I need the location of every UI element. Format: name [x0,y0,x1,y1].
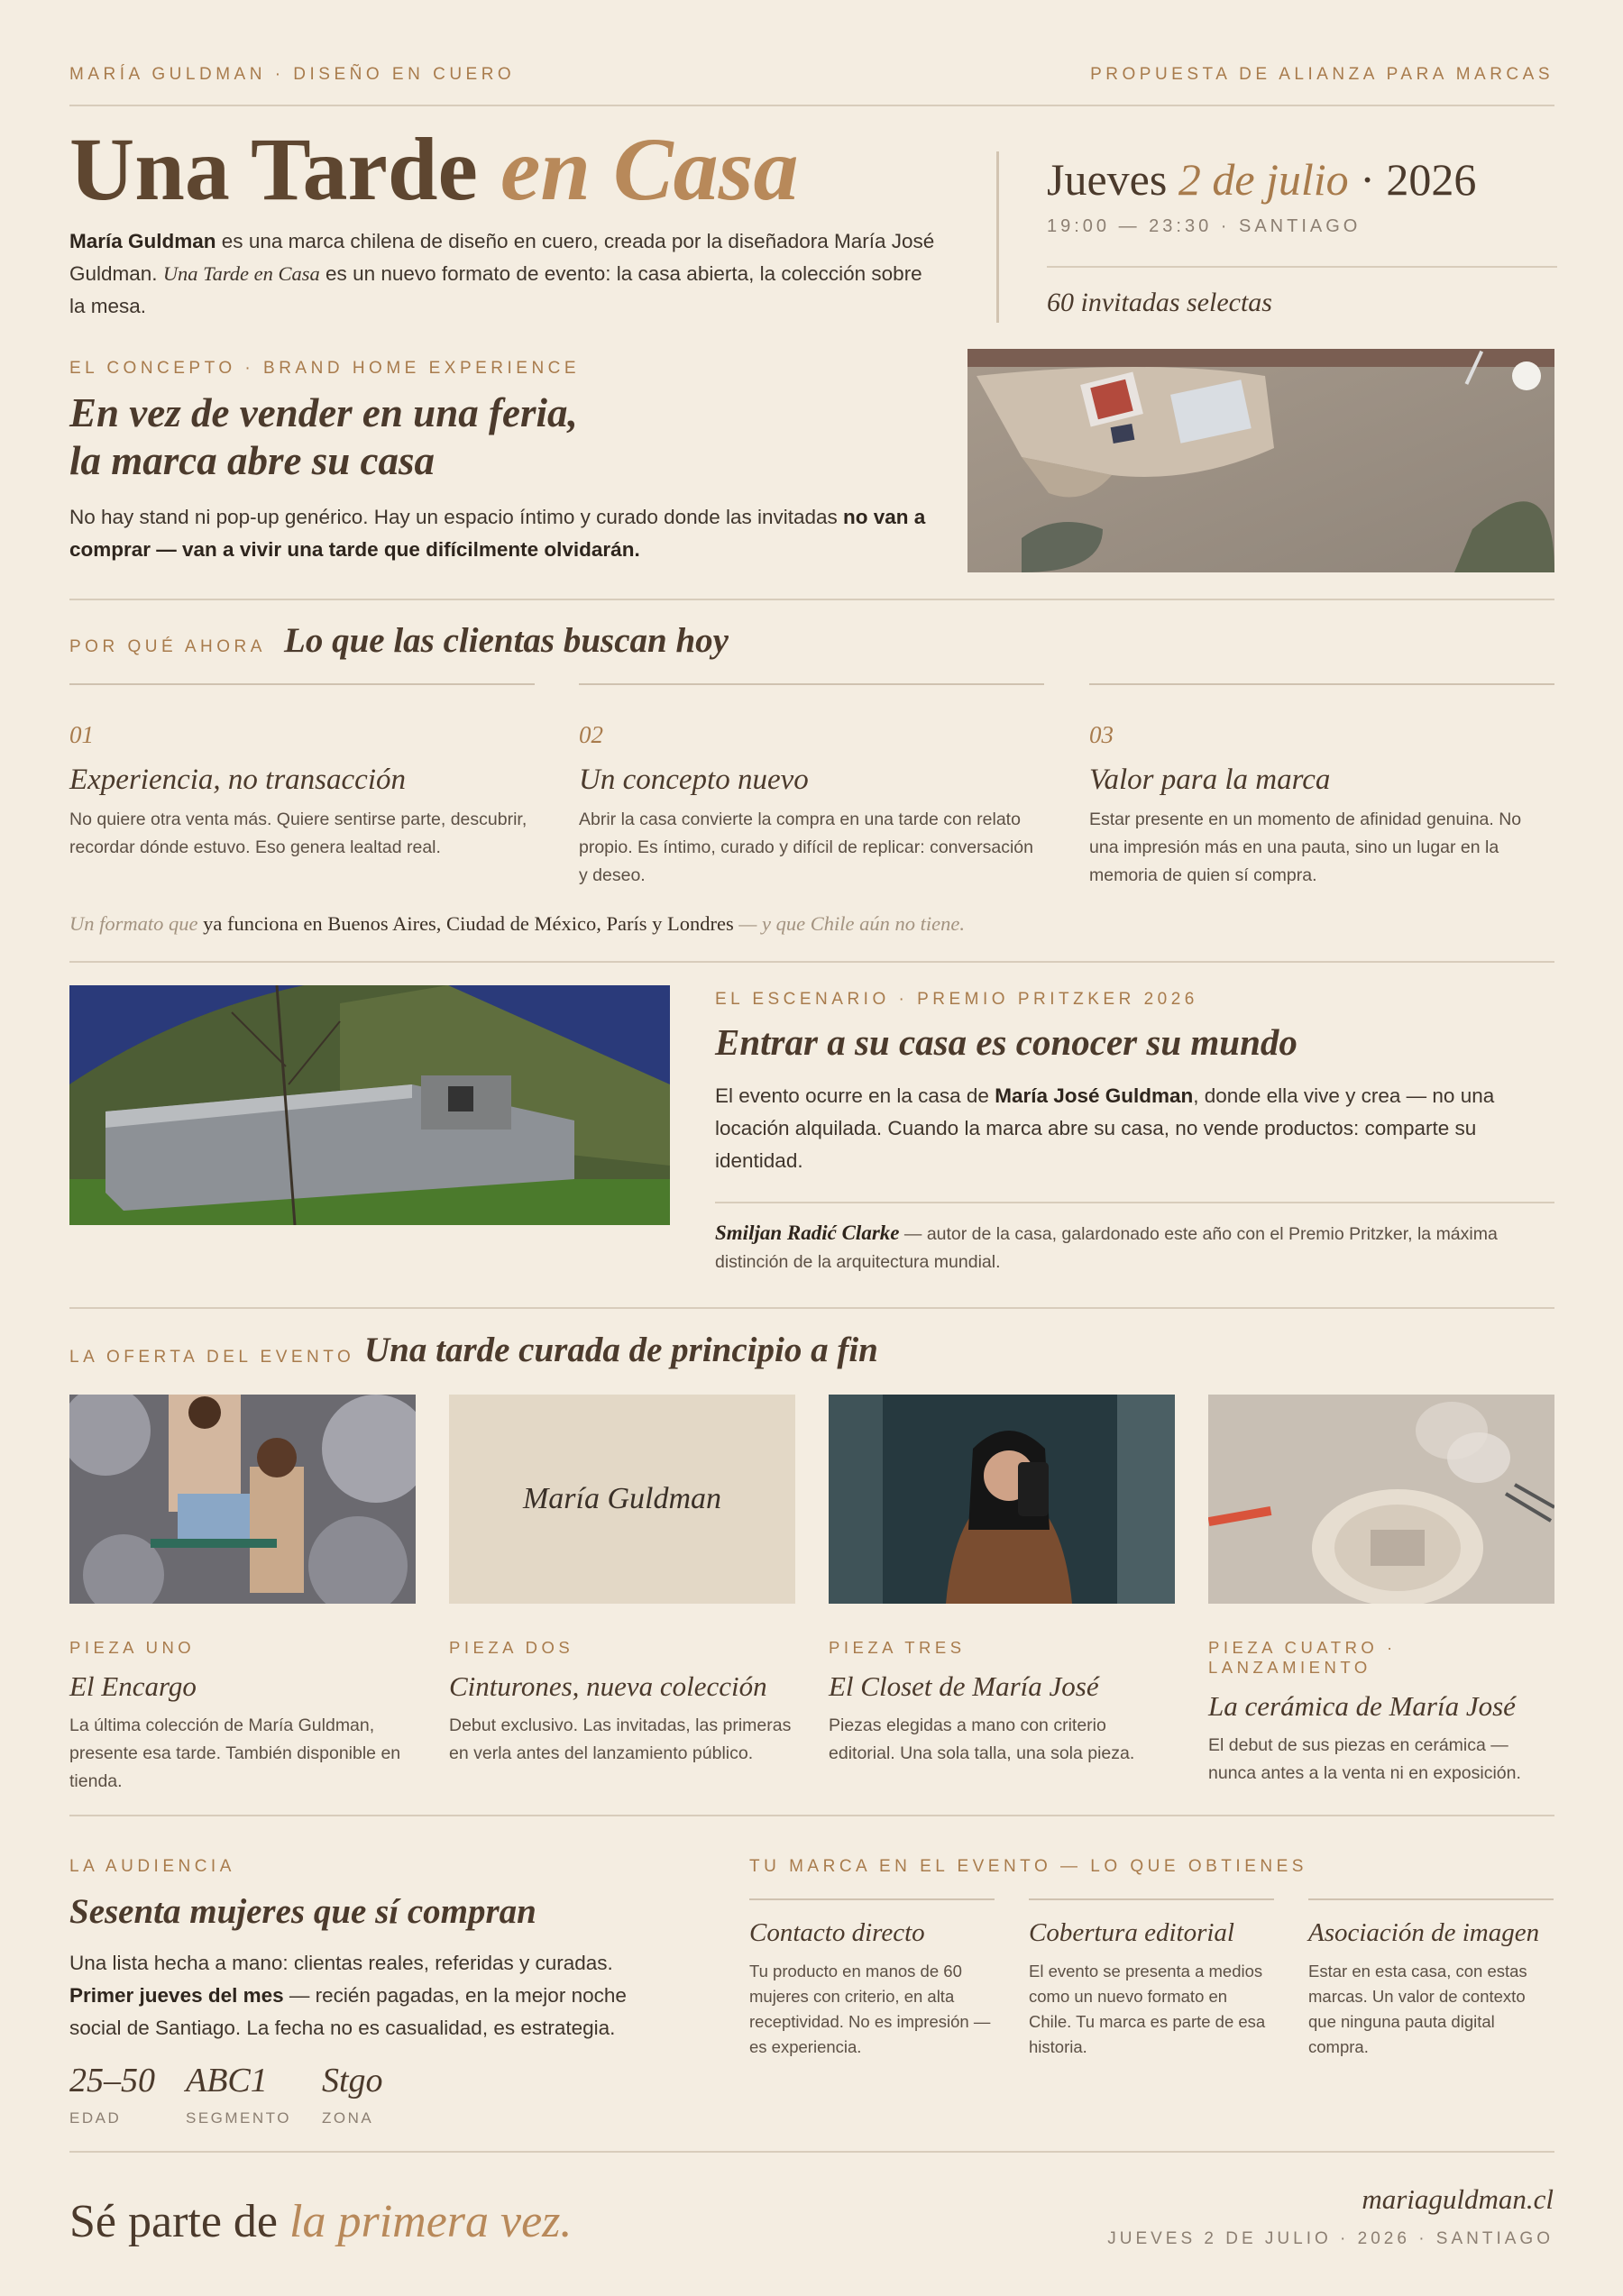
signature-logo [449,1395,795,1604]
reason-text: No quiere otra venta más. Quiere sentirse parte, descubrir, recordar dónde estuvo. Eso genera lealtad real. [69,810,527,857]
intro-text [69,225,935,323]
ceramics-photo [1208,1395,1554,1604]
event-date-accent: 2 de julio [1178,154,1349,205]
stat-value: Stgo [321,2062,383,2099]
offer-text: Debut exclusivo. Las invitadas, las primeras en verla antes del lanzamiento público. [449,1715,792,1763]
benefit-card [1308,1898,1554,2060]
signature-text: María Guldman [522,1482,722,1515]
format-main: ya funciona en Buenos Aires, Ciudad de México, París y Londres [203,912,734,935]
footer-date: JUEVES 2 DE JULIO · 2026 · SANTIAGO [1107,2229,1554,2248]
scenario-text-bold: María José Guldman [995,1084,1194,1107]
divider [69,1815,1554,1816]
stat-segment [186,2061,291,2127]
footer-headline-accent: la primera vez. [289,2196,573,2247]
scenario-text-2: , donde ella vive y crea — no una locación alquilada. Cuando la marca abre su casa, no vende productos: comparte su identidad. [715,1084,1495,1172]
stat-label: SEGMENTO [186,2109,291,2127]
stat-age [69,2061,155,2127]
house-photo [69,985,670,1225]
scenario-eyebrow: EL ESCENARIO · PREMIO PRITZKER 2026 [715,990,1198,1009]
offer-label: PIEZA CUATRO · LANZAMIENTO [1208,1638,1397,1677]
intro-event-name: Una Tarde en Casa [162,262,320,285]
divider [715,1202,1554,1203]
offer-text: La última colección de María Guldman, presente esa tarde. También disponible en tienda. [69,1715,401,1791]
benefit-title: Cobertura editorial [1029,1918,1234,1947]
divider [69,1307,1554,1309]
architect-note [715,1219,1554,1276]
living-room-photo [967,349,1554,572]
footer-headline [69,2195,572,2248]
offer-label: PIEZA UNO [69,1638,196,1657]
benefit-text: Estar en esta casa, con estas marcas. Un valor de contexto que ninguna pauta digital compra. [1308,1962,1527,2056]
scenario-heading: Entrar a su casa es conocer su mundo [715,1021,1297,1063]
architect-text: — autor de la casa, galardonado este año con el Premio Pritzker, la máxima distinción de la arquitectura mundial. [715,1224,1498,1272]
stat-value: 25–50 [69,2062,155,2099]
concept-text-main: No hay stand ni pop-up genérico. Hay un espacio íntimo y curado donde las invitadas [69,506,844,528]
audience-text-1: Una lista hecha a mano: clientas reales, referidas y curadas. [69,1952,613,1974]
why-now-eyebrow: POR QUÉ AHORA [69,637,266,656]
concept-text-bold: no van a comprar — van a vivir una tarde que difícilmente olvidarán. [69,506,926,561]
audience-text-2: — recién pagadas, en la mejor noche social de Santiago. La fecha no es casualidad, es estrategia. [69,1984,627,2039]
event-date-block [996,151,1555,323]
audience-eyebrow: LA AUDIENCIA [69,1857,235,1876]
divider [69,105,1554,106]
offer-title: El Closet de María José [829,1670,1099,1702]
reason-number: 02 [579,721,603,748]
intro-part1: es una marca chilena de diseño en cuero, creada por la diseñadora María José Guldman. [69,230,935,285]
offer-card [69,1395,416,1796]
benefit-card [749,1898,995,2060]
benefit-title: Contacto directo [749,1918,925,1947]
offer-heading: Una tarde curada de principio a fin [364,1331,878,1369]
reason-text: Abrir la casa convierte la compra en una tarde con relato propio. Es íntimo, curado y difícil de replicar: conversación y deseo. [579,810,1033,885]
intro-part2: es un nuevo formato de evento: la casa abierta, la colección sobre la mesa. [69,262,922,317]
benefit-title: Asociación de imagen [1308,1918,1540,1947]
audience-stats [69,2061,383,2127]
concept-heading-line2: la marca abre su casa [69,438,435,483]
event-guests: 60 invitadas selectas [1047,288,1272,317]
offer-eyebrow: LA OFERTA DEL EVENTO [69,1348,355,1367]
concept-heading [69,389,578,485]
header-proposal: PROPUESTA DE ALIANZA PARA MARCAS [1090,65,1554,84]
scenario-text-1: El evento ocurre en la casa de [715,1084,995,1107]
stat-label: ZONA [321,2109,374,2127]
offer-title: La cerámica de María José [1208,1690,1516,1722]
reason-title: Valor para la marca [1089,764,1331,796]
reason-card [579,683,1044,890]
why-now-heading: Lo que las clientas buscan hoy [284,621,729,660]
scenario-text [715,1080,1554,1177]
format-post: — y que Chile aún no tiene. [733,912,965,935]
offer-card [1208,1395,1554,1788]
offer-card [449,1395,795,1768]
closet-photo [829,1395,1175,1604]
offer-title: El Encargo [69,1670,197,1702]
format-note [69,912,965,936]
benefits-eyebrow: TU MARCA EN EL EVENTO — LO QUE OBTIENES [749,1857,1307,1876]
reason-title: Un concepto nuevo [579,764,809,796]
footer-headline-main: Sé parte de [69,2196,290,2247]
architect-name: Smiljan Radić Clarke [715,1221,900,1244]
offer-card [829,1395,1175,1768]
reason-number: 03 [1089,721,1114,748]
divider [69,2151,1554,2153]
concept-heading-line1: En vez de vender en una feria, [69,390,578,435]
stat-zone [322,2061,383,2127]
offer-text: El debut de sus piezas en cerámica — nunca antes a la venta ni en exposición. [1208,1735,1521,1783]
concept-eyebrow: EL CONCEPTO · BRAND HOME EXPERIENCE [69,359,581,378]
benefit-text: El evento se presenta a medios como un nuevo formato en Chile. Tu marca es parte de esa historia. [1029,1962,1266,2056]
stat-value: ABC1 [186,2062,268,2099]
page-title [69,117,799,221]
audience-heading: Sesenta mujeres que sí compran [69,1892,536,1931]
intro-brand: María Guldman [69,230,216,252]
offer-title: Cinturones, nueva colección [449,1670,767,1702]
divider [69,961,1554,963]
benefit-text: Tu producto en manos de 60 mujeres con criterio, en alta receptividad. No es impresión — es experiencia. [749,1962,991,2056]
reason-text: Estar presente en un momento de afinidad genuina. No una impresión más en una pauta, sino un lugar en la memoria de quien sí compra. [1089,810,1522,885]
reason-number: 01 [69,721,94,748]
audience-text [69,1947,674,2044]
format-pre: Un formato que [69,912,204,935]
offer-text: Piezas elegidas a mano con criterio editorial. Una sola talla, una sola pieza. [829,1715,1135,1763]
divider [1047,266,1557,268]
header-brand: MARÍA GULDMAN · DISEÑO EN CUERO [69,65,516,84]
event-day: Jueves [1047,154,1168,205]
benefit-card [1029,1898,1274,2060]
footer-url[interactable]: mariaguldman.cl [1362,2183,1554,2215]
offer-label: PIEZA DOS [449,1638,574,1657]
title-accent: en Casa [500,119,799,219]
collection-photo [69,1395,416,1604]
reason-card [69,683,535,862]
offer-label: PIEZA TRES [829,1638,966,1657]
concept-text [69,501,935,566]
divider [69,599,1554,600]
event-date [1047,151,1555,207]
audience-text-bold: Primer jueves del mes [69,1984,284,2007]
event-year: · 2026 [1360,154,1477,205]
event-time: 19:00 — 23:30 · SANTIAGO [1047,216,1362,236]
stat-label: EDAD [69,2109,122,2127]
reason-card [1089,683,1554,890]
reason-title: Experiencia, no transacción [69,764,406,796]
title-main: Una Tarde [69,119,478,219]
